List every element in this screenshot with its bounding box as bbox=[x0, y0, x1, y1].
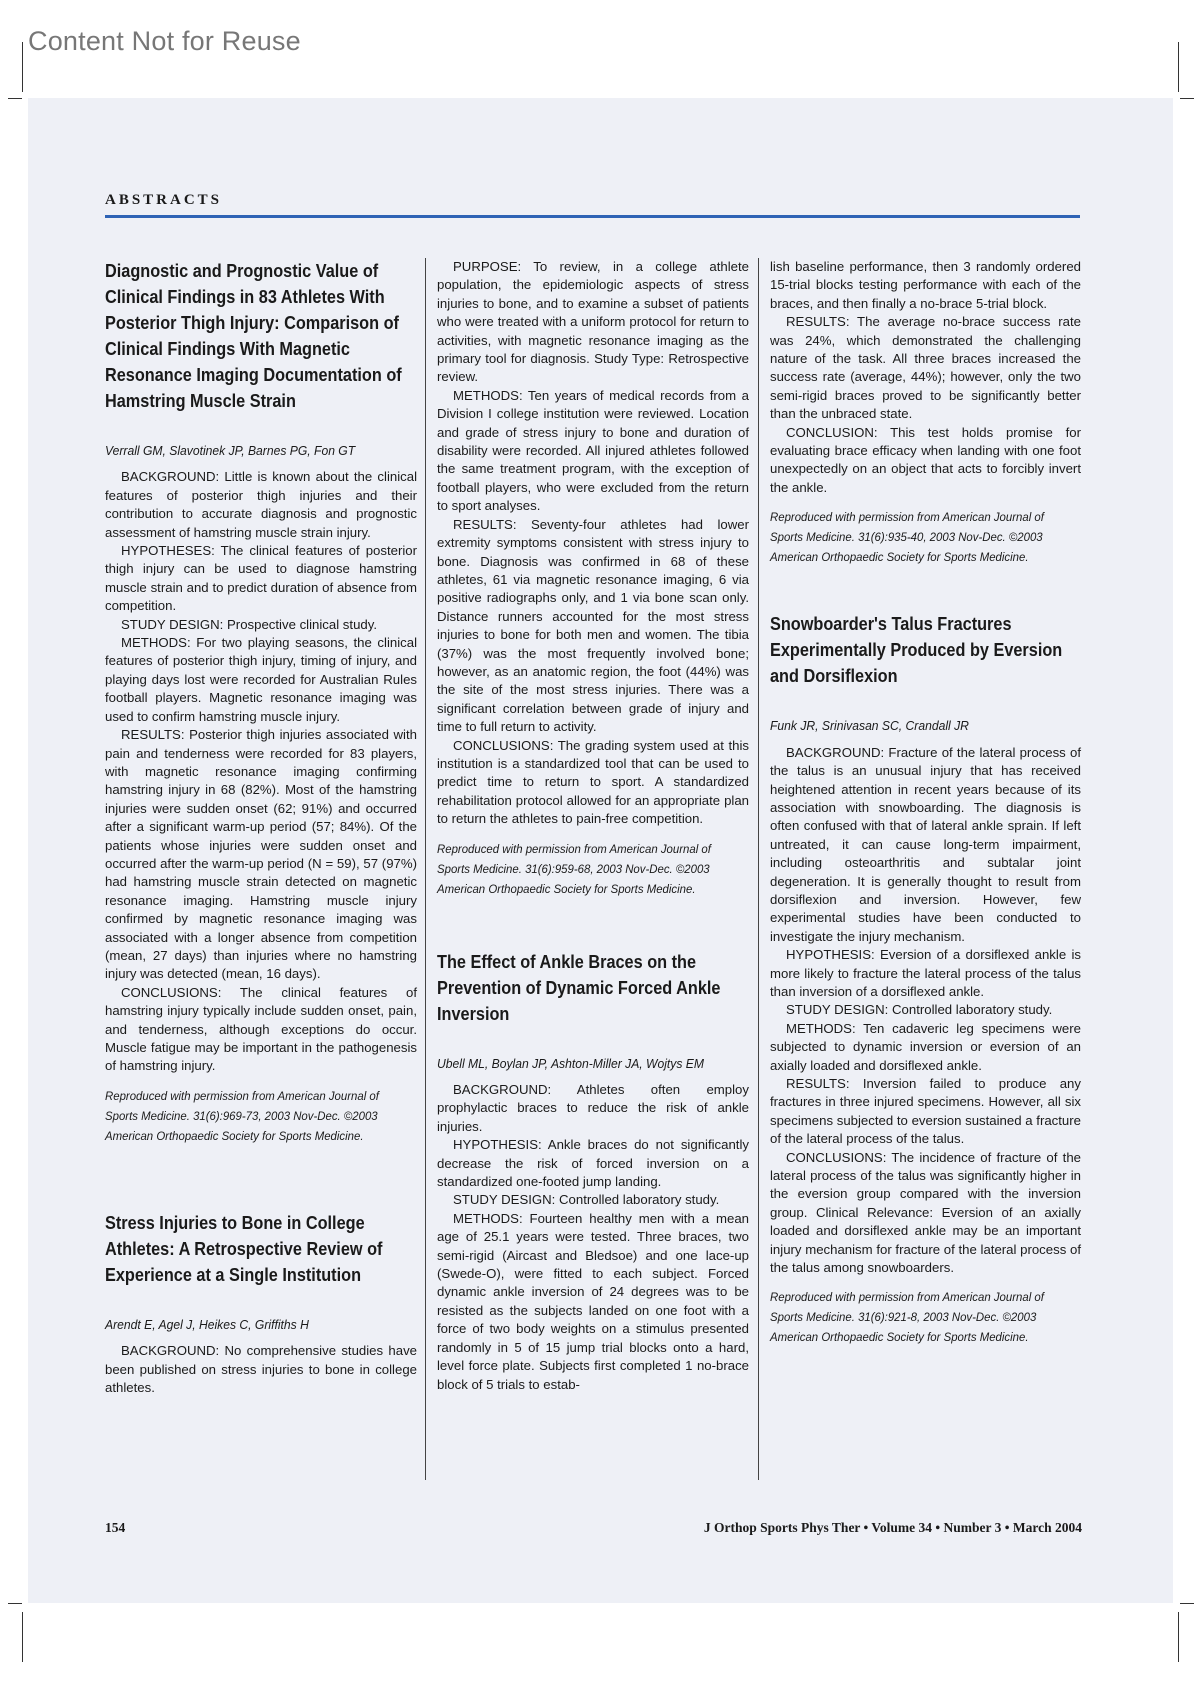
column-2 bbox=[437, 258, 749, 1394]
abstract-paragraph: STUDY DESIGN: Prospective clinical study. bbox=[121, 616, 378, 632]
article-title: Stress Injuries to Bone in College Athletes: A Retrospective Review of Experience at a Single Institution bbox=[105, 1211, 383, 1285]
abstract-paragraph: PURPOSE: To review, in a college athlete population, the epidemiologic aspects of stress injuries to bone, and to examine a subset of patients who were treated with a uniform protocol for return to activities, with magnetic resonance imaging as the primary tool for diagnosis. Study Type: Retrospective review. bbox=[437, 259, 749, 385]
column-3 bbox=[770, 258, 1081, 1347]
article-authors: Ubell ML, Boylan JP, Ashton-Miller JA, Wojtys EM bbox=[437, 1055, 705, 1071]
abstract-paragraph: HYPOTHESES: The clinical features of posterior thigh injury can be used to diagnose hamstring muscle strain and to predict duration of absence from competition. bbox=[105, 543, 417, 614]
abstract-paragraph: METHODS: For two playing seasons, the clinical features of posterior thigh injury, timing of injury, and playing days lost were recorded for Australian Rules football players. Magnetic resonance imaging was used to confirm hamstring muscle injury. bbox=[105, 635, 417, 724]
article-title: Snowboarder's Talus Fractures Experimentally Produced by Eversion and Dorsiflexion bbox=[770, 613, 1063, 687]
reproduction-notice: Reproduced with permission from American Journal of Sports Medicine. 31(6):921-8, 2003 Nov-Dec. ©2003 American Orthopaedic Society for Sports Medicine. bbox=[770, 1290, 1044, 1345]
abstract-paragraph: METHODS: Ten years of medical records from a Division I college institution were reviewed. Location and grade of stress injury to bone and duration of disability were recorded. All injured athletes followed the same treatment program, with the exception of football players, who were excluded from the return to sport analyses. bbox=[437, 387, 749, 514]
abstract-paragraph: CONCLUSIONS: The grading system used at this institution is a standardized tool that can be used to predict time to return to sport. A standardized rehabilitation protocol allowed for an appropriate plan to return the athletes to pain-free competition. bbox=[437, 737, 749, 827]
crop-mark-top-right bbox=[1178, 42, 1179, 92]
spacer bbox=[770, 567, 1081, 611]
abstract-paragraph: RESULTS: Inversion failed to produce any fractures in three injured specimens. However, all six specimens subjected to eversion sustained a fracture of the lateral process of the talus. bbox=[770, 1076, 1081, 1147]
crop-mark-bottom-left bbox=[22, 1612, 23, 1662]
crop-mark-top-left bbox=[22, 42, 23, 92]
article-title: Diagnostic and Prognostic Value of Clinical Findings in 83 Athletes With Posterior Thigh Injury: Comparison of Clinical Findings With Magnetic Resonance Imaging Documentation of Hamstring Muscle Strain bbox=[105, 260, 402, 411]
abstract-paragraph: BACKGROUND: No comprehensive studies have been published on stress injuries to bone in college athletes. bbox=[105, 1343, 417, 1396]
article-authors: Arendt E, Agel J, Heikes C, Griffiths H bbox=[105, 1316, 309, 1332]
abstract-paragraph: HYPOTHESIS: Ankle braces do not significantly decrease the risk of forced inversion on a standardized one-footed jump landing. bbox=[437, 1137, 749, 1190]
abstract-paragraph: RESULTS: Seventy-four athletes had lower extremity symptoms consistent with stress injury to bone. Diagnosis was confirmed in 68 of these athletes, 61 via magnetic resonance imaging, 6 via positive radiographs only, and 1 via bone scan only. Distance runners accounted for the most stress injuries to bone for both men and women. The tibia (37%) was the most frequently involved bone; however, as an anatomic region, the foot (44%) was the site of the most stress injuries. There was a significant correlation between grade of injury and time to full return to activity. bbox=[437, 516, 749, 735]
abstract-paragraph: STUDY DESIGN: Controlled laboratory study. bbox=[453, 1192, 720, 1208]
spacer bbox=[437, 899, 749, 949]
abstract-paragraph: METHODS: Ten cadaveric leg specimens were subjected to dynamic inversion or eversion of an axially loaded and dorsiflexed ankle. bbox=[770, 1020, 1081, 1073]
spacer bbox=[105, 1146, 417, 1210]
abstract-paragraph: BACKGROUND: Fracture of the lateral process of the talus is an unusual injury that has received heightened attention in recent years because of its association with snowboarding. The diagnosis is often confused with that of lateral ankle sprain. If left untreated, it can cause long-term impairment, including osteoarthritis and subtalar joint degeneration. It is generally thought to result from dorsiflexion and inversion. However, few experimental studies have been conducted to investigate the injury mechanism. bbox=[770, 744, 1081, 944]
abstract-paragraph: CONCLUSIONS: The clinical features of hamstring injury typically include sudden onset, pain, and tenderness, although exceptions do occur. Muscle fatigue may be important in the pathogenesis of hamstring injury. bbox=[105, 984, 417, 1074]
reproduction-notice: Reproduced with permission from American Journal of Sports Medicine. 31(6):969-73, 2003 Nov-Dec. ©2003 American Orthopaedic Society for Sports Medicine. bbox=[105, 1088, 379, 1143]
watermark: Content Not for Reuse bbox=[28, 26, 301, 56]
crop-mark-bottom-right bbox=[1178, 1612, 1179, 1662]
abstract-paragraph: STUDY DESIGN: Controlled laboratory study. bbox=[786, 1002, 1053, 1018]
reproduction-notice: Reproduced with permission from American Journal of Sports Medicine. 31(6):935-40, 2003 Nov-Dec. ©2003 American Orthopaedic Society for Sports Medicine. bbox=[770, 510, 1044, 565]
crop-mark-bottom-left-h bbox=[8, 1603, 22, 1604]
reproduction-notice: Reproduced with permission from American Journal of Sports Medicine. 31(6):959-68, 2003 Nov-Dec. ©2003 American Orthopaedic Society for Sports Medicine. bbox=[437, 841, 711, 896]
column-divider-1 bbox=[425, 258, 426, 1480]
abstract-paragraph: CONCLUSION: This test holds promise for evaluating brace efficacy when landing with one foot unexpectedly on an object that acts to forcibly invert the ankle. bbox=[770, 424, 1081, 495]
abstract-paragraph: HYPOTHESIS: Eversion of a dorsiflexed ankle is more likely to fracture the lateral process of the talus than inversion of a dorsiflexed ankle. bbox=[770, 947, 1081, 999]
abstract-paragraph: BACKGROUND: Little is known about the clinical features of posterior thigh injuries and their contribution to accurate diagnosis and prognostic assessment of hamstring muscle strain injury. bbox=[105, 469, 417, 540]
header-rule bbox=[105, 215, 1080, 218]
crop-mark-top-left-h bbox=[8, 98, 22, 99]
article-authors: Funk JR, Srinivasan SC, Crandall JR bbox=[770, 718, 969, 734]
abstract-paragraph: BACKGROUND: Athletes often employ prophylactic braces to reduce the risk of ankle injuries. bbox=[437, 1082, 749, 1134]
column-divider-2 bbox=[758, 258, 759, 1480]
abstract-paragraph: RESULTS: Posterior thigh injuries associated with pain and tenderness were recorded for 83 players, with magnetic resonance imaging confirming hamstring injury in 68 (82%). Most of the hamstring injuries were sudden onset (62; 91%) and occurred after a significant warm-up period (57; 84%). Of the patients whose injuries were sudden onset and occurred after the warm-up period (N = 59), 57 (97%) had hamstring muscle strain detected on magnetic resonance imaging. Hamstring muscle injury confirmed by magnetic resonance imaging was associated with a longer absence from competition (mean, 27 days) than injuries where no hamstring injury was detected (mean, 16 days). bbox=[105, 727, 417, 982]
article-authors: Verrall GM, Slavotinek JP, Barnes PG, Fon GT bbox=[105, 443, 356, 458]
column-1 bbox=[105, 258, 417, 1397]
abstract-paragraph: RESULTS: The average no-brace success rate was 24%, which demonstrated the challenging nature of the task. All three braces increased the success rate (average, 44%); however, only the two semi-rigid braces proved to be significantly better than the unbraced state. bbox=[770, 314, 1081, 422]
page-number: 154 bbox=[105, 1520, 126, 1535]
abstract-paragraph: CONCLUSIONS: The incidence of fracture of the lateral process of the talus was significantly higher in the eversion group compared with the inversion group. Clinical Relevance: Eversion of an axially loaded and dorsiflexed ankle may be an important injury mechanism for fracture of the lateral process of the talus among snowboarders. bbox=[770, 1149, 1081, 1276]
abstract-paragraph: METHODS: Fourteen healthy men with a mean age of 25.1 years were tested. Three braces, two semi-rigid (Aircast and Bledsoe) and one lace-up (Swede-O), were fitted to each subject. Forced dynamic ankle inversion of 24 degrees was to be resisted as the subjects landed on one foot with a force of two body weights on a stimulus presented randomly in 5 of 15 jump trial blocks onto a hard, level force plate. Subjects first completed 1 no-brace block of 5 trials to estab- bbox=[437, 1210, 749, 1392]
abstract-paragraph: lish baseline performance, then 3 randomly ordered 15-trial blocks testing performance with each of the braces, and then finally a no-brace 5-trial block. bbox=[770, 259, 1081, 311]
article-title: The Effect of Ankle Braces on the Prevention of Dynamic Forced Ankle Inversion bbox=[437, 950, 721, 1024]
crop-mark-bottom-right-h bbox=[1180, 1603, 1194, 1604]
section-header: ABSTRACTS bbox=[105, 192, 223, 208]
crop-mark-top-right-h bbox=[1180, 98, 1194, 99]
journal-citation: J Orthop Sports Phys Ther • Volume 34 • Number 3 • March 2004 bbox=[703, 1520, 1082, 1535]
